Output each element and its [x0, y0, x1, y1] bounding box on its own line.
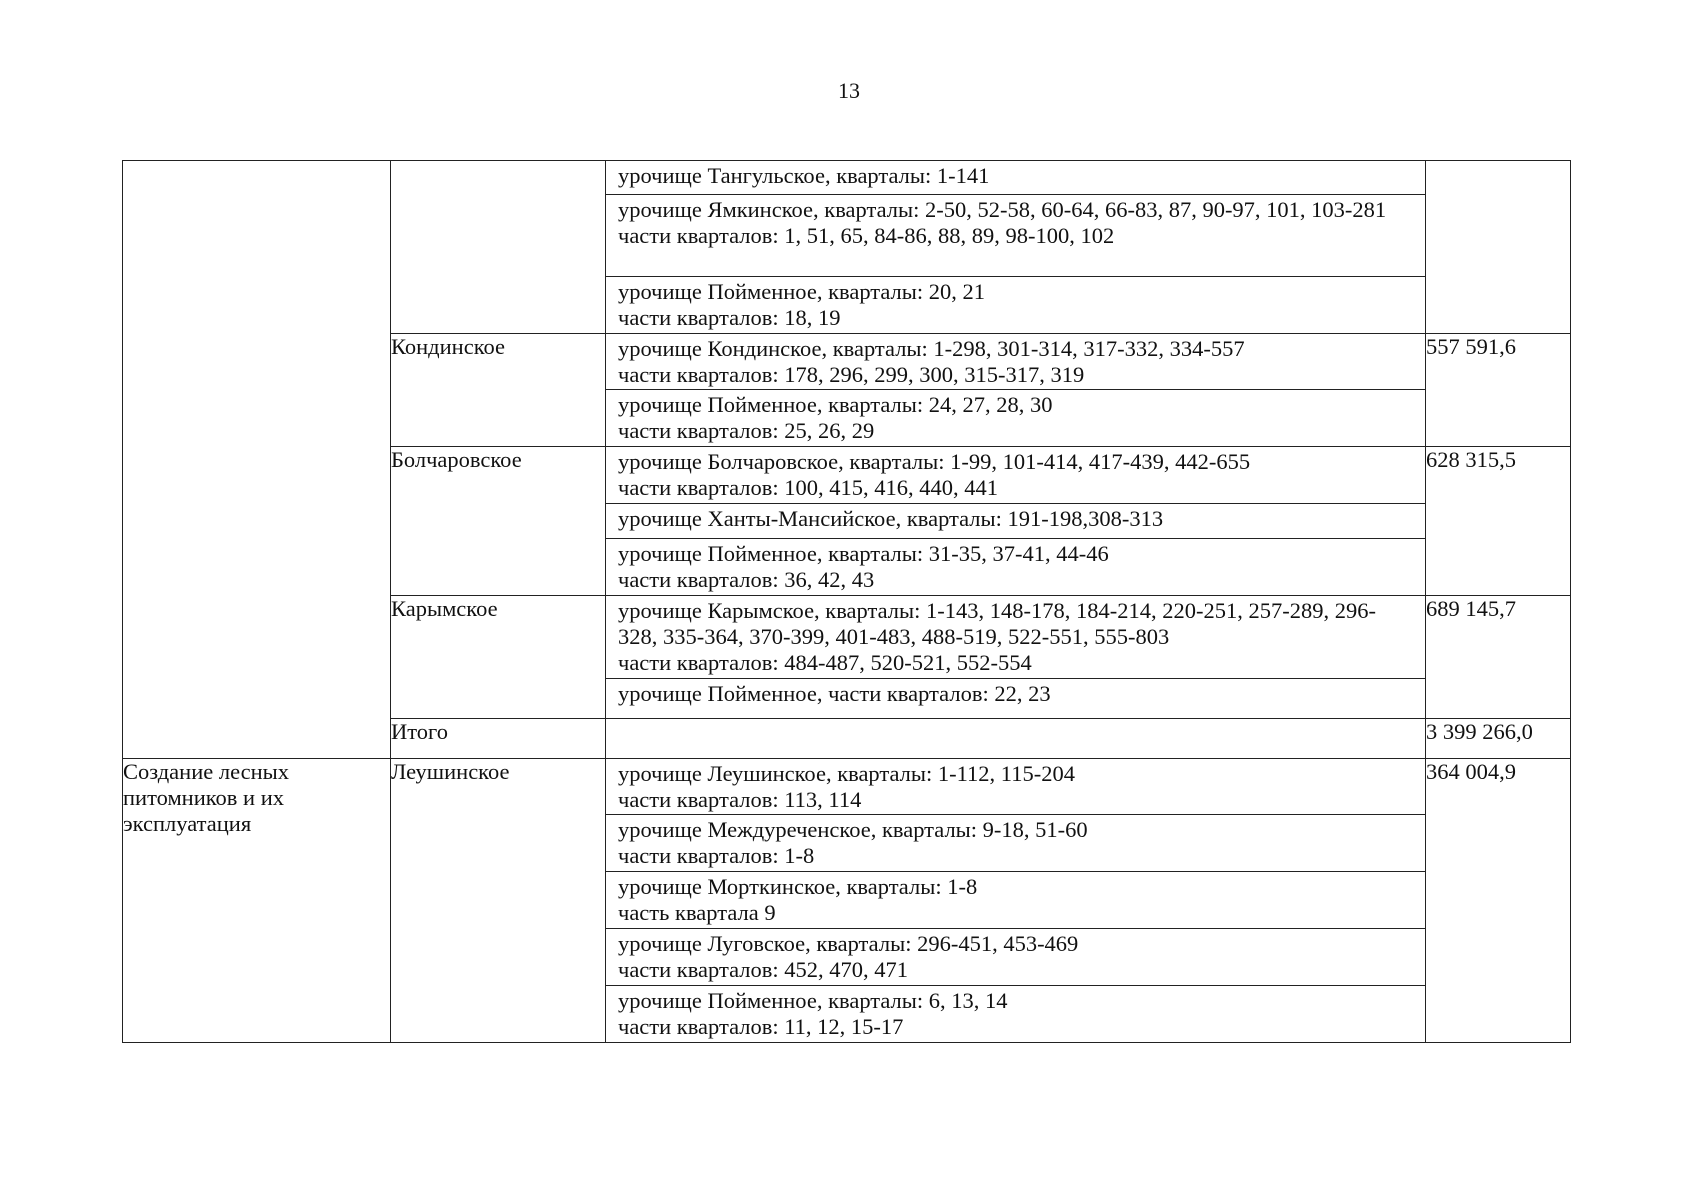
area-cell: 689 145,7: [1426, 596, 1571, 719]
location-text: урочище Пойменное, кварталы: 20, 21 части кварталов: 18, 19: [618, 279, 986, 330]
table-row: [123, 161, 1571, 195]
location-text: урочище Ямкинское, кварталы: 2-50, 52-58, 60-64, 66-83, 87, 90-97, 101, 103-281 части кварталов: 1, 51, 65, 84-86, 88, 89, 98-100, 102: [618, 197, 1387, 248]
location-text: урочище Ханты-Мансийское, кварталы: 191-198,308-313: [618, 506, 1164, 531]
location-text: урочище Кондинское, кварталы: 1-298, 301-314, 317-332, 334-557 части кварталов: 178, 296, 299, 300, 315-317, 319: [618, 336, 1245, 387]
location-cell: [606, 195, 1426, 277]
area-cell: 628 315,5: [1426, 447, 1571, 596]
location-text: урочище Междуреченское, кварталы: 9-18, 51-60 части кварталов: 1-8: [618, 817, 1088, 868]
location-cell: [606, 759, 1426, 815]
location-cell: [606, 504, 1426, 539]
area-cell: 557 591,6: [1426, 334, 1571, 447]
location-cell: [606, 447, 1426, 504]
location-cell: [606, 872, 1426, 929]
location-text: урочище Болчаровское, кварталы: 1-99, 101-414, 417-439, 442-655 части кварталов: 100, 415, 416, 440, 441: [618, 449, 1251, 500]
area-cell: [1426, 161, 1571, 334]
page-number: 13: [838, 78, 860, 103]
area-cell: 364 004,9: [1426, 759, 1571, 1043]
location-text: урочище Карымское, кварталы: 1-143, 148-178, 184-214, 220-251, 257-289, 296-328, 335-364, 370-399, 401-483, 488-519, 522-551, 555-803 части кварталов: 484-487, 520-521, 552-554: [618, 598, 1376, 675]
forestry-cell: Кондинское: [391, 334, 606, 447]
location-cell: [606, 334, 1426, 390]
location-cell: [606, 539, 1426, 596]
table-row: [123, 759, 1571, 815]
forestry-cell: Болчаровское: [391, 447, 606, 596]
location-cell: [606, 815, 1426, 872]
location-cell: [606, 390, 1426, 447]
location-cell: [606, 679, 1426, 719]
location-text: урочище Леушинское, кварталы: 1-112, 115-204 части кварталов: 113, 114: [618, 761, 1075, 812]
forestry-cell: [391, 161, 606, 334]
forestry-cell: Леушинское: [391, 759, 606, 1043]
location-cell: [606, 596, 1426, 679]
location-text: урочище Пойменное, кварталы: 6, 13, 14 части кварталов: 11, 12, 15-17: [618, 988, 1008, 1039]
forest-areas-table: [122, 160, 1571, 1043]
location-cell: [606, 986, 1426, 1043]
location-text: урочище Тангульское, кварталы: 1-141: [618, 163, 990, 188]
total-label: Итого: [391, 719, 606, 759]
activity-cell: [123, 161, 391, 759]
location-text: урочище Пойменное, кварталы: 24, 27, 28, 30 части кварталов: 25, 26, 29: [618, 392, 1053, 443]
location-cell: [606, 277, 1426, 334]
location-text: урочище Морткинское, кварталы: 1-8 часть квартала 9: [618, 874, 978, 925]
total-area: 3 399 266,0: [1426, 719, 1571, 759]
location-text: урочище Луговское, кварталы: 296-451, 453-469 части кварталов: 452, 470, 471: [618, 931, 1079, 982]
location-cell: [606, 929, 1426, 986]
forestry-cell: Карымское: [391, 596, 606, 719]
blank-cell: [606, 719, 1426, 759]
location-text: урочище Пойменное, кварталы: 31-35, 37-41, 44-46 части кварталов: 36, 42, 43: [618, 541, 1109, 592]
location-text: урочище Пойменное, части кварталов: 22, 23: [618, 681, 1051, 706]
activity-cell: Создание лесных питомников и их эксплуатация: [123, 759, 391, 1043]
location-cell: [606, 161, 1426, 195]
